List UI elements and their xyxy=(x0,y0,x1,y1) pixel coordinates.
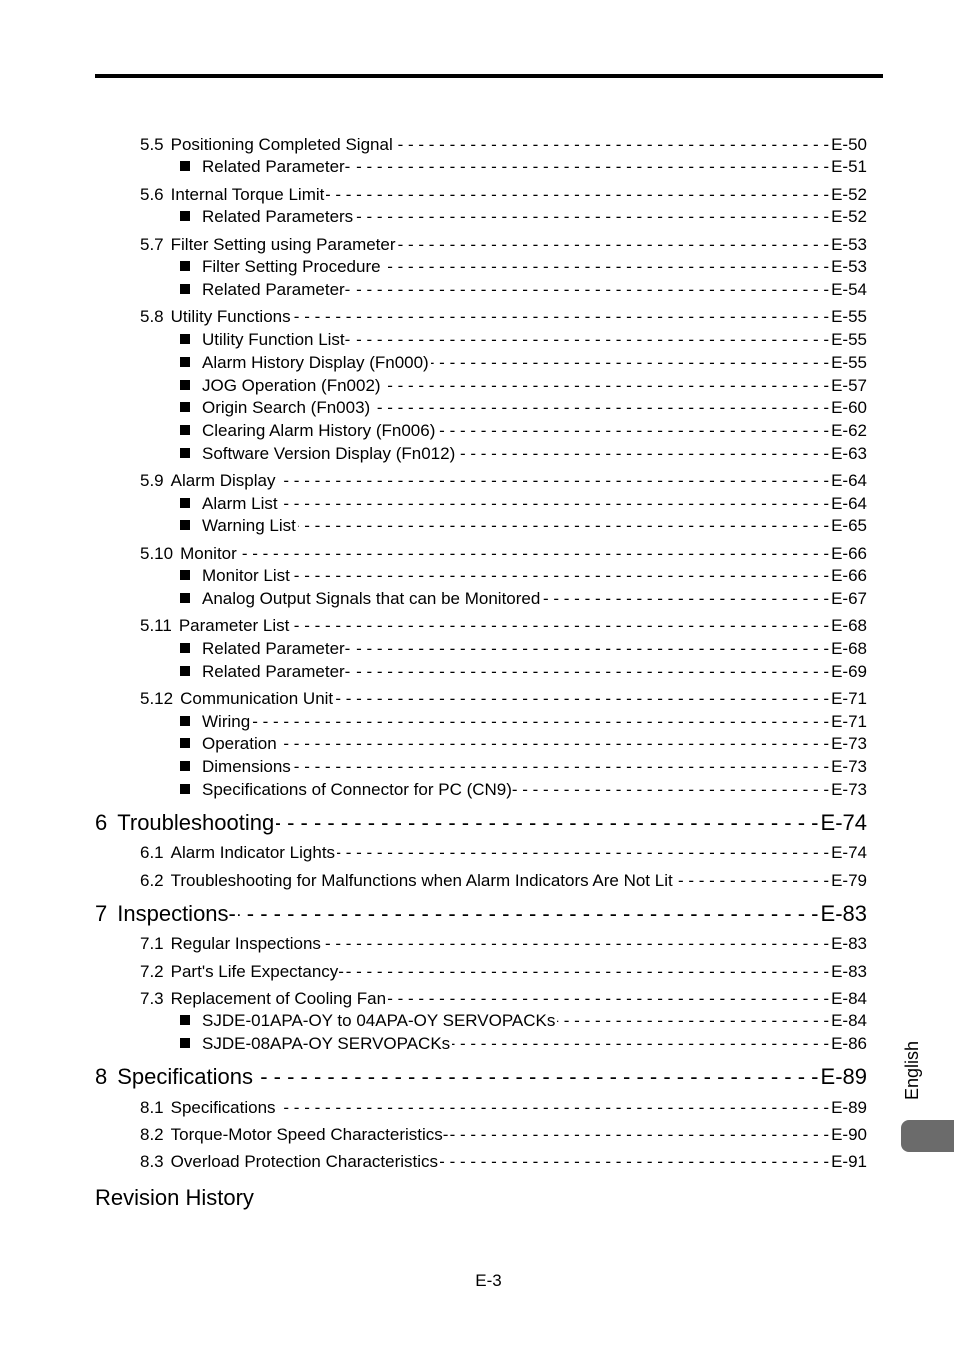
toc-entry-sub[interactable] xyxy=(180,711,867,733)
dot-leader xyxy=(557,1010,829,1032)
toc-entry-page: E-83 xyxy=(831,962,867,981)
toc-entry-page: E-52 xyxy=(831,185,867,204)
toc-entry-sub[interactable] xyxy=(180,1033,867,1055)
toc-entry-page: E-66 xyxy=(831,544,867,563)
toc-entry-sec[interactable] xyxy=(140,988,867,1010)
toc-entry-page: E-91 xyxy=(831,1152,867,1171)
dot-leader xyxy=(278,1097,830,1119)
square-bullet-icon xyxy=(180,666,190,676)
dot-leader xyxy=(452,1033,829,1055)
toc-entry-number: 7.2 xyxy=(140,962,164,981)
dot-leader xyxy=(276,809,818,837)
dot-leader xyxy=(239,543,829,565)
toc-entry-page: E-68 xyxy=(831,639,867,658)
dot-leader xyxy=(457,443,829,465)
toc-entry-sub[interactable] xyxy=(180,1010,867,1032)
toc-entry-page: E-51 xyxy=(831,157,867,176)
toc-entry-page: E-71 xyxy=(831,712,867,731)
toc-entry-page: E-73 xyxy=(831,757,867,776)
toc-entry-sec[interactable] xyxy=(140,306,867,328)
toc-entry-page: E-55 xyxy=(831,307,867,326)
toc-entry-title: Specifications xyxy=(117,1064,253,1089)
square-bullet-icon xyxy=(180,284,190,294)
dot-leader xyxy=(388,988,829,1010)
dot-leader xyxy=(292,565,829,587)
toc-entry-sub[interactable] xyxy=(180,206,867,228)
toc-entry-title: Wiring xyxy=(202,712,251,731)
square-bullet-icon xyxy=(180,425,190,435)
dot-leader xyxy=(298,515,829,537)
toc-entry-sub[interactable] xyxy=(180,588,867,610)
toc-entry-title: Troubleshooting xyxy=(117,810,275,835)
square-bullet-icon xyxy=(180,784,190,794)
toc-entry-number: 8 xyxy=(95,1064,108,1089)
toc-entry-sub[interactable] xyxy=(180,420,867,442)
dot-leader xyxy=(279,733,829,755)
square-bullet-icon xyxy=(180,161,190,171)
toc-entry-title: Monitor List xyxy=(202,566,290,585)
toc-entry-number: 5.7 xyxy=(140,235,164,254)
toc-entry-number: 6.2 xyxy=(140,871,164,890)
toc-entry-page: E-89 xyxy=(820,1064,867,1089)
toc-entry-page: E-86 xyxy=(831,1034,867,1053)
dot-leader xyxy=(280,493,830,515)
toc-entry-title: JOG Operation (Fn002) xyxy=(202,376,381,395)
toc-entry-page: E-84 xyxy=(831,1011,867,1030)
toc-entry-page: E-62 xyxy=(831,421,867,440)
toc-entry-sub[interactable] xyxy=(180,638,867,660)
toc-entry-title: Overload Protection Characteristics xyxy=(170,1152,439,1171)
dot-leader xyxy=(440,1151,829,1173)
toc-entry-page: E-69 xyxy=(831,662,867,681)
toc-entry-page: E-74 xyxy=(820,810,867,835)
toc-entry-page: E-89 xyxy=(831,1098,867,1117)
toc-entry-sub[interactable] xyxy=(180,515,867,537)
dot-leader xyxy=(238,900,819,928)
dot-leader xyxy=(675,870,829,892)
toc-entry-title: Alarm History Display (Fn000) xyxy=(202,353,429,372)
toc-entry-title: Troubleshooting for Malfunctions when Alarm Indicators Are Not Lit xyxy=(170,871,673,890)
dot-leader xyxy=(335,688,829,710)
square-bullet-icon xyxy=(180,1015,190,1025)
toc-entry-sub[interactable] xyxy=(180,565,867,587)
toc-entry-sec[interactable] xyxy=(140,842,867,864)
dot-leader xyxy=(383,256,829,278)
toc-entry-title: Specifications xyxy=(170,1098,276,1117)
toc-entry-page: E-74 xyxy=(831,843,867,862)
square-bullet-icon xyxy=(180,448,190,458)
toc-entry-page: E-60 xyxy=(831,398,867,417)
dot-leader xyxy=(352,661,829,683)
square-bullet-icon xyxy=(180,738,190,748)
toc-entry-number: 8.3 xyxy=(140,1152,164,1171)
toc-entry-title: Origin Search (Fn003) xyxy=(202,398,371,417)
toc-entry-title: Utility Function List- xyxy=(202,330,351,349)
toc-entry-sec[interactable] xyxy=(140,134,867,156)
square-bullet-icon xyxy=(180,1038,190,1048)
language-tab-label: English xyxy=(902,1040,922,1100)
toc-entry-sub[interactable] xyxy=(180,733,867,755)
dot-leader xyxy=(352,156,829,178)
toc-entry-sub[interactable] xyxy=(180,661,867,683)
square-bullet-icon xyxy=(180,211,190,221)
toc-entry-sec[interactable] xyxy=(140,543,867,565)
toc-entry-page: E-57 xyxy=(831,376,867,395)
toc-entry-sub[interactable] xyxy=(180,779,867,801)
dot-leader xyxy=(255,1063,819,1091)
toc-entry-page: E-63 xyxy=(831,444,867,463)
dot-leader xyxy=(431,352,829,374)
toc-entry-sec[interactable] xyxy=(140,184,867,206)
toc-entry-title: Regular Inspections xyxy=(170,934,321,953)
toc-entry-sub[interactable] xyxy=(180,352,867,374)
toc-entry-page: E-53 xyxy=(831,235,867,254)
toc-entry-sub[interactable] xyxy=(180,256,867,278)
toc-entry-page: E-73 xyxy=(831,780,867,799)
toc-entry-title: Operation xyxy=(202,734,277,753)
toc-entry-page: E-73 xyxy=(831,734,867,753)
toc-entry-number: 5.5 xyxy=(140,135,164,154)
toc-entry-number: 5.9 xyxy=(140,471,164,490)
toc-entry-title: Alarm Indicator Lights xyxy=(170,843,336,862)
square-bullet-icon xyxy=(180,261,190,271)
toc-entry-title: Internal Torque Limit xyxy=(170,185,325,204)
toc-entry-page: E-71 xyxy=(831,689,867,708)
dot-leader xyxy=(337,842,829,864)
dot-leader xyxy=(293,306,829,328)
toc-entry-title: Inspections- xyxy=(117,901,236,926)
toc-entry-number: 7.1 xyxy=(140,934,164,953)
toc-entry-sec[interactable] xyxy=(140,1124,867,1146)
toc-entry-page: E-55 xyxy=(831,330,867,349)
toc-entry-sub[interactable] xyxy=(180,279,867,301)
toc-entry-title: Part's Life Expectancy- xyxy=(170,962,344,981)
dot-leader xyxy=(326,184,829,206)
toc-entry-sec[interactable] xyxy=(140,1097,867,1119)
language-tab xyxy=(901,1120,954,1152)
toc-entry-chap[interactable] xyxy=(95,809,867,837)
toc-entry-page: E-54 xyxy=(831,280,867,299)
toc-entry-title: Warning List xyxy=(202,516,296,535)
toc-entry-title: Clearing Alarm History (Fn006) xyxy=(202,421,436,440)
toc-entry-number: 8.1 xyxy=(140,1098,164,1117)
toc-entry-chap[interactable] xyxy=(95,900,867,928)
toc-entry-page: E-67 xyxy=(831,589,867,608)
toc-entry-number: 6 xyxy=(95,810,108,835)
toc-entry-sec[interactable] xyxy=(140,870,867,892)
dot-leader xyxy=(252,711,829,733)
toc-entry-title: Alarm List xyxy=(202,494,278,513)
toc-entry-title: SJDE-08APA-OY SERVOPACKs xyxy=(202,1034,451,1053)
toc-entry-title: Positioning Completed Signal xyxy=(170,135,393,154)
toc-entry-title: Communication Unit xyxy=(180,689,334,708)
dot-leader xyxy=(352,329,829,351)
dot-leader xyxy=(520,779,830,801)
toc-entry-title: Filter Setting using Parameter xyxy=(170,235,396,254)
toc-entry-title: Related Parameters xyxy=(202,207,354,226)
toc-entry-page: E-68 xyxy=(831,616,867,635)
header-rule xyxy=(95,74,883,78)
toc-entry-number: 7.3 xyxy=(140,989,164,1008)
toc-entry-title: Related Parameter- xyxy=(202,157,351,176)
toc-entry-page: E-55 xyxy=(831,353,867,372)
dot-leader xyxy=(352,638,829,660)
toc-entry-title: Analog Output Signals that can be Monitored xyxy=(202,589,541,608)
toc-entry-sec[interactable] xyxy=(140,470,867,492)
square-bullet-icon xyxy=(180,593,190,603)
toc-entry-sub[interactable] xyxy=(180,756,867,778)
toc-entry-number: 5.6 xyxy=(140,185,164,204)
square-bullet-icon xyxy=(180,498,190,508)
toc-entry-title: Related Parameter- xyxy=(202,662,351,681)
toc-entry-sec[interactable] xyxy=(140,933,867,955)
square-bullet-icon xyxy=(180,357,190,367)
square-bullet-icon xyxy=(180,570,190,580)
toc-entry-title: Replacement of Cooling Fan xyxy=(170,989,387,1008)
dot-leader xyxy=(352,279,829,301)
toc-entry-chap[interactable] xyxy=(95,1063,867,1091)
square-bullet-icon xyxy=(180,380,190,390)
square-bullet-icon xyxy=(180,716,190,726)
toc-entry-sec[interactable] xyxy=(140,961,867,983)
toc-entry-number: 6.1 xyxy=(140,843,164,862)
toc-entry-page: E-66 xyxy=(831,566,867,585)
toc-entry-page: E-83 xyxy=(820,901,867,926)
toc-entry-page: E-84 xyxy=(831,989,867,1008)
toc-entry-title: Torque-Motor Speed Characteristics- xyxy=(170,1125,449,1144)
toc-entry-title: Parameter List xyxy=(178,616,290,635)
dot-leader xyxy=(346,961,829,983)
toc-entry-sub[interactable] xyxy=(180,397,867,419)
square-bullet-icon xyxy=(180,334,190,344)
toc-entry-page: E-64 xyxy=(831,494,867,513)
dot-leader xyxy=(437,420,829,442)
toc-entry-page: E-90 xyxy=(831,1125,867,1144)
toc-entry-title: Alarm Display xyxy=(170,471,276,490)
toc-entry-sub[interactable] xyxy=(180,375,867,397)
toc-entry-page: E-83 xyxy=(831,934,867,953)
toc-entry-number: 5.11 xyxy=(140,616,172,635)
toc-entry-title: Specifications of Connector for PC (CN9)- xyxy=(202,780,518,799)
toc-entry-sub[interactable] xyxy=(180,156,867,178)
square-bullet-icon xyxy=(180,761,190,771)
toc-entry-title: Dimensions xyxy=(202,757,291,776)
toc-entry-number: 5.10 xyxy=(140,544,174,563)
dot-leader xyxy=(383,375,830,397)
toc-entry-page: E-79 xyxy=(831,871,867,890)
square-bullet-icon xyxy=(180,643,190,653)
toc-entry-number: 5.8 xyxy=(140,307,164,326)
toc-entry-page: E-53 xyxy=(831,257,867,276)
toc-entry-page: E-65 xyxy=(831,516,867,535)
toc-entry-sub[interactable] xyxy=(180,443,867,465)
toc-entry-sub[interactable] xyxy=(180,329,867,351)
square-bullet-icon xyxy=(180,402,190,412)
revision-history-heading: Revision History xyxy=(95,1185,254,1210)
dot-leader xyxy=(398,234,830,256)
dot-leader xyxy=(323,933,829,955)
toc-entry-sec[interactable] xyxy=(140,234,867,256)
dot-leader xyxy=(395,134,829,156)
toc-entry-sec[interactable] xyxy=(140,1151,867,1173)
toc-entry-number: 8.2 xyxy=(140,1125,164,1144)
toc-entry-title: Related Parameter- xyxy=(202,280,351,299)
toc-entry-title: Utility Functions xyxy=(170,307,291,326)
dot-leader xyxy=(542,588,829,610)
toc-entry-title: Software Version Display (Fn012) xyxy=(202,444,456,463)
square-bullet-icon xyxy=(180,520,190,530)
toc-entry-title: Filter Setting Procedure xyxy=(202,257,381,276)
dot-leader xyxy=(291,615,829,637)
toc-entry-number: 5.12 xyxy=(140,689,174,708)
toc-entry-title: Related Parameter- xyxy=(202,639,351,658)
toc-entry-page: E-52 xyxy=(831,207,867,226)
toc-entry-title: Monitor xyxy=(180,544,237,563)
toc-entry-number: 7 xyxy=(95,901,108,926)
dot-leader xyxy=(372,397,829,419)
toc-entry-title: SJDE-01APA-OY to 04APA-OY SERVOPACKs xyxy=(202,1011,556,1030)
dot-leader xyxy=(450,1124,829,1146)
toc-entry-sec[interactable] xyxy=(140,688,867,710)
toc-entry-page: E-50 xyxy=(831,135,867,154)
dot-leader xyxy=(293,756,829,778)
toc-entry-sec[interactable] xyxy=(140,615,867,637)
toc-entry-sub[interactable] xyxy=(180,493,867,515)
toc-entry-page: E-64 xyxy=(831,471,867,490)
dot-leader xyxy=(355,206,829,228)
dot-leader xyxy=(278,470,830,492)
page-number: E-3 xyxy=(475,1271,502,1290)
